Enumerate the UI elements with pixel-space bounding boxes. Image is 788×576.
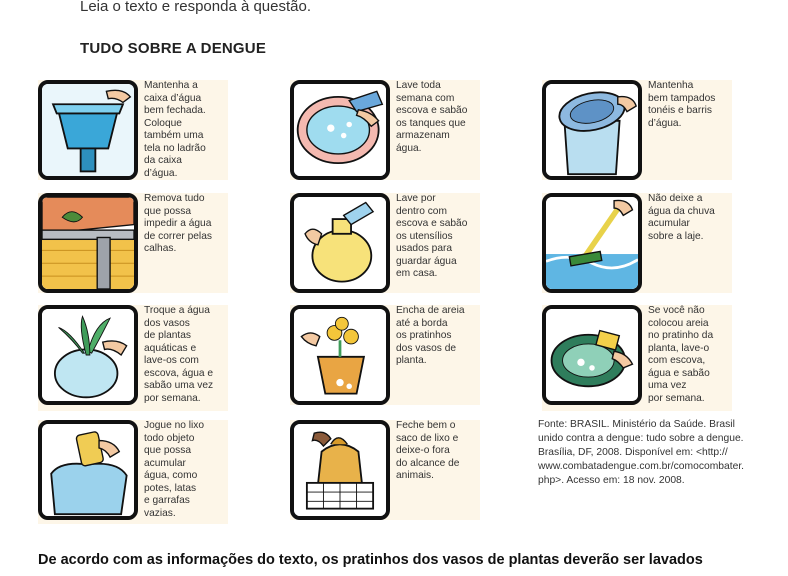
tip-line: dos vasos xyxy=(144,317,190,329)
tip-line: Não deixe a xyxy=(648,193,703,204)
tip-line: bem tampados xyxy=(648,92,716,104)
tank-washing-icon xyxy=(290,80,390,180)
tip-line: escova e sabão xyxy=(396,105,468,116)
tip-line: água. xyxy=(396,142,422,154)
tip-line: lave-os com xyxy=(144,355,199,366)
tip-line: os tanques que xyxy=(396,117,466,129)
source-citation xyxy=(538,418,774,488)
tip-line: acumular xyxy=(144,457,186,469)
tip-line: Mantenha xyxy=(648,80,694,91)
tip-text xyxy=(648,80,715,130)
tip-line: colocou areia xyxy=(648,317,709,329)
tip-line: que possa xyxy=(144,205,192,217)
tip-line: Troque a água xyxy=(144,305,210,316)
garbage-basket-icon xyxy=(290,420,390,520)
tip-line: da caixa xyxy=(144,155,182,166)
tip-line: planta. xyxy=(396,355,427,366)
tip-line: vazias. xyxy=(144,507,176,519)
tip-line: sobre a laje. xyxy=(648,230,704,242)
tip-line: Jogue no lixo xyxy=(144,420,205,431)
tip-line: com escova, xyxy=(648,355,706,366)
tip-card-water-tank xyxy=(38,80,228,180)
tip-line: Encha de areia xyxy=(396,305,465,316)
tip-line: até a borda xyxy=(396,317,448,329)
tip-line: no pratinho da xyxy=(648,330,714,341)
tip-line: saco de lixo e xyxy=(396,432,459,444)
jug-washing-icon xyxy=(290,193,390,293)
tip-card-tank-washing xyxy=(290,80,480,180)
tip-line: Se você não xyxy=(648,305,705,316)
tip-line: escova e sabão xyxy=(396,218,468,229)
tip-line: d’água. xyxy=(144,167,178,179)
tip-card-sand xyxy=(290,305,480,405)
tip-card-plant-dish xyxy=(542,305,732,411)
tip-line: potes, latas xyxy=(144,482,197,494)
tip-text xyxy=(648,193,715,243)
tip-line: os pratinhos xyxy=(396,330,452,341)
tip-text xyxy=(396,420,459,483)
source-line: php>. Acesso em: 18 nov. 2008. xyxy=(538,475,685,486)
source-line: Fonte: BRASIL. Ministério da Saúde. Brasil xyxy=(538,419,735,430)
tip-text xyxy=(144,193,212,256)
tip-line: uma vez xyxy=(648,380,687,391)
plant-dish-icon xyxy=(542,305,642,405)
tip-line: e garrafas xyxy=(144,495,190,506)
tip-card-barrels xyxy=(542,80,732,180)
flower-pot-icon xyxy=(290,305,390,405)
tip-line: guardar água xyxy=(396,255,457,267)
tip-line: em casa. xyxy=(396,268,438,279)
tip-line: Lave por xyxy=(396,193,436,204)
tip-card-utensils xyxy=(290,193,480,293)
tip-line: impedir a água xyxy=(144,218,212,229)
question-text: De acordo com as informações do texto, os pratinhos dos vasos de plantas deverão ser lavados xyxy=(38,552,703,568)
tip-card-aquatic-plants xyxy=(38,305,228,411)
tip-text xyxy=(144,420,204,520)
tip-card-rain xyxy=(542,193,732,293)
tip-line: sabão uma vez xyxy=(144,380,214,391)
source-line: Brasília, DF, 2008. Disponível em: <http:// xyxy=(538,447,728,458)
tip-line: água e sabão xyxy=(648,367,710,379)
water-tank-icon xyxy=(38,80,138,180)
tip-text xyxy=(144,305,213,405)
tip-line: semana com xyxy=(396,92,455,104)
tip-line: também uma xyxy=(144,130,204,141)
tip-line: de plantas xyxy=(144,330,192,341)
gutter-icon xyxy=(38,193,138,293)
tip-line: por semana. xyxy=(648,392,705,404)
tip-line: água da chuva xyxy=(648,205,715,217)
tip-line: planta, lave-o xyxy=(648,342,710,354)
tip-line: de correr pelas xyxy=(144,230,212,242)
tip-line: todo objeto xyxy=(144,432,195,444)
tip-line: Coloque xyxy=(144,117,182,129)
trash-bag-icon xyxy=(38,420,138,520)
tip-line: aquáticas e xyxy=(144,342,197,354)
tip-line: animais. xyxy=(396,470,434,481)
tip-text xyxy=(396,80,467,155)
tip-line: do alcance de xyxy=(396,457,460,469)
tip-line: acumular xyxy=(648,218,690,229)
tip-line: armazenam xyxy=(396,130,450,141)
squeegee-icon xyxy=(542,193,642,293)
text-title: TUDO SOBRE A DENGUE xyxy=(80,40,267,57)
tip-line: por semana. xyxy=(144,392,201,404)
tip-line: Mantenha a xyxy=(144,80,198,91)
tip-line: usados para xyxy=(396,243,453,254)
tip-text xyxy=(396,305,465,368)
tip-text xyxy=(648,305,713,405)
tip-line: tonéis e barris xyxy=(648,105,712,116)
tip-line: tela no ladrão xyxy=(144,142,206,154)
source-line: unido contra a dengue: tudo sobre a dengue. xyxy=(538,433,744,444)
source-line: www.combatadengue.com.br/comocombater. xyxy=(538,461,745,472)
tip-line: deixe-o fora xyxy=(396,445,450,456)
tip-line: Feche bem o xyxy=(396,420,456,431)
covered-barrel-icon xyxy=(542,80,642,180)
tip-line: bem fechada. xyxy=(144,105,206,116)
tip-line: caixa d’água xyxy=(144,92,202,104)
tip-text xyxy=(144,80,206,180)
plant-vase-icon xyxy=(38,305,138,405)
tip-line: dentro com xyxy=(396,205,447,217)
tip-line: dos vasos de xyxy=(396,342,457,354)
tip-line: d’água. xyxy=(648,117,682,129)
intro-text: Leia o texto e responda à questão. xyxy=(80,0,312,15)
tip-line: calhas. xyxy=(144,243,177,254)
tip-card-gutters xyxy=(38,193,228,293)
tip-card-garbage-bag xyxy=(290,420,480,520)
tip-line: os utensílios xyxy=(396,230,453,242)
tip-line: que possa xyxy=(144,445,192,456)
tip-line: Remova tudo xyxy=(144,193,205,204)
tip-line: escova, água e xyxy=(144,367,214,379)
tip-line: água, como xyxy=(144,470,198,481)
tip-line: Lave toda xyxy=(396,80,441,91)
tip-text xyxy=(396,193,467,281)
tip-card-trash xyxy=(38,420,228,524)
